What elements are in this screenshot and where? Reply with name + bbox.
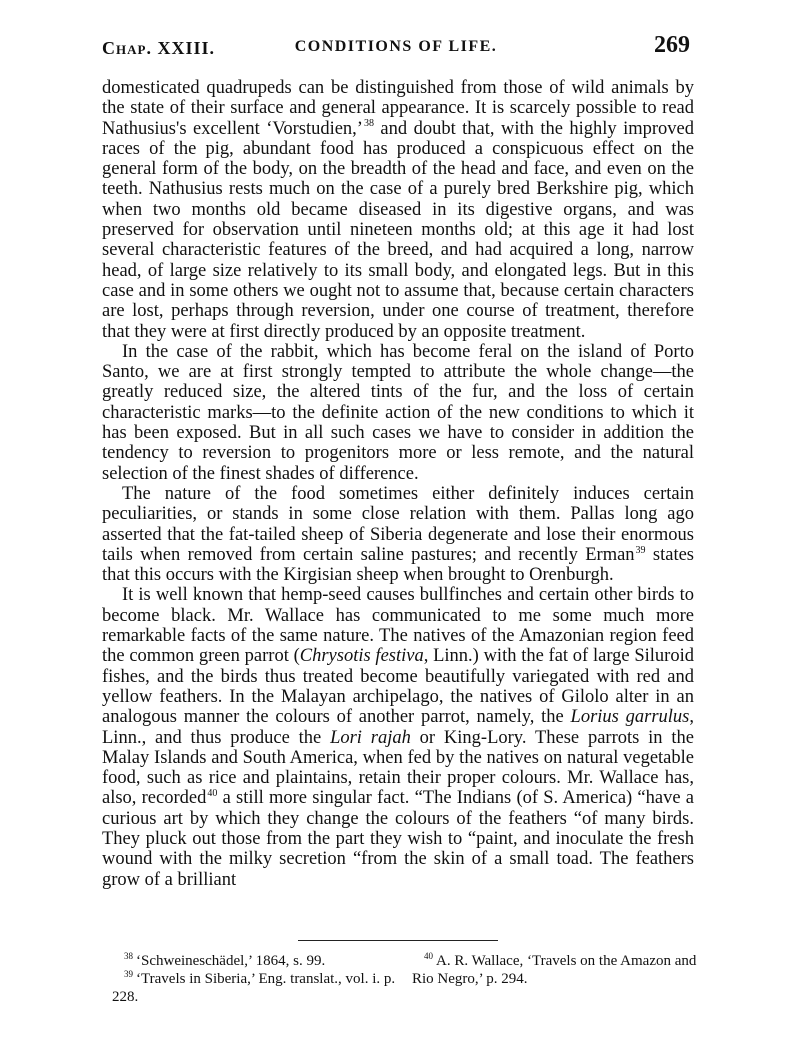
text-run: The nature of the food sometimes either definitely induces certain peculiarities, or stands in some close relation with them. Pallas long ago asserted that the fat-tailed sheep of Siberia degenerate and lose their enormous tails when removed from certain saline pastures; and recently Erman: [102, 483, 694, 565]
text-run: a still more singular fact. “The Indians (of S. America) “have a curious art by which they change the colours of the feathers “of many birds. They pluck out those from the part they wish to “paint, and inoculate the fresh wound with the milky secretion “from the skin of a small toad. The feathers grow of a brilliant: [102, 788, 694, 890]
footnote: [412, 952, 702, 988]
italic-text: Lori rajah: [330, 727, 411, 748]
footnotes-left-column: [112, 952, 402, 1006]
footnote-marker: 40: [424, 951, 433, 961]
footnote-marker: 38: [124, 951, 133, 961]
paragraph: [102, 585, 694, 889]
footnote-text: ‘Schweineschädel,’ 1864, s. 99.: [136, 953, 326, 969]
footnote: [112, 952, 402, 970]
footnote-reference: 39: [635, 544, 646, 556]
text-run: , Linn.) with the fat of large Siluroid fishes, and the birds thus treated become beautifully variegated with red and yellow feathers. In the Malayan archipelago, the natives of Gilolo alter in an analogous manner the colours of another parrot, namely, the: [102, 646, 694, 728]
text-run: or King-Lory. These parrots in the Malay Islands and South America, when fed by the natives on natural vegetable food, such as rice and plaintains, retain their proper colours. Mr. Wallace has, also, recorded: [102, 727, 694, 809]
paragraph: [102, 484, 694, 585]
text-run: and doubt that, with the highly improved races of the pig, abundant food has produced a conspicuous effect on the general form of the body, on the breadth of the head and face, and even on the teeth. Nathusius rests much on the case of a purely bred Berkshire pig, which when two months old became diseased in its digestive organs, and was preserved for observation until nineteen months old; at this age it had lost several characteristic features of the breed, and had acquired a long, narrow head, of large size relatively to its small body, and elongated legs. But in this case and in some others we ought not to assume that, because certain characters are lost, perhaps through reversion, under one course of treatment, therefore that they were at first directly produced by an opposite treatment.: [102, 118, 694, 342]
text-run: It is well known that hemp-seed causes bullfinches and certain other birds to become black. Mr. Wallace has communicated to me some much more remarkable facts of the same nature. The natives of the Amazonian region feed the common green parrot (: [102, 585, 694, 667]
body-text: [102, 78, 694, 890]
footnote-reference: 38: [363, 118, 374, 130]
footnote-text: A. R. Wallace, ‘Travels on the Amazon and Rio Negro,’ p. 294.: [412, 953, 697, 987]
text-run: , Linn., and thus produce the: [102, 707, 694, 748]
running-header: [102, 32, 690, 68]
italic-text: Chrysotis festiva: [299, 646, 424, 667]
page-number: 269: [654, 32, 690, 58]
running-title: CONDITIONS OF LIFE.: [294, 38, 498, 55]
footnote-rule: [298, 940, 498, 941]
text-run: states that this occurs with the Kirgisian sheep when brought to Orenburgh.: [102, 544, 694, 586]
text-run: domesticated quadrupeds can be distinguished from those of wild animals by the state of their surface and general appearance. It is scarcely possible to read Nathusius's excellent ‘Vorstudien,’: [102, 78, 694, 139]
paragraph: [102, 78, 694, 342]
text-run: In the case of the rabbit, which has become feral on the island of Porto Santo, we are at first strongly tempted to attribute the whole change—the greatly reduced size, the altered tints of the fur, and the loss of certain characteristic marks—to the definite action of the new conditions to which it has been exposed. But in all such cases we have to consider in addition the tendency to reversion to progenitors more or less remote, and the natural selection of the finest shades of difference.: [102, 341, 694, 484]
footnotes-right-column: [412, 952, 702, 988]
footnote-text: ‘Travels in Siberia,’ Eng. translat., vol. i. p. 228.: [112, 971, 396, 1005]
footnote-marker: 39: [124, 969, 133, 979]
paragraph: [102, 342, 694, 484]
italic-text: Lorius garrulus: [570, 707, 690, 728]
chapter-label: Chap. XXIII.: [102, 38, 215, 58]
footnote-reference: 40: [207, 788, 218, 800]
footnote: [112, 970, 402, 1006]
